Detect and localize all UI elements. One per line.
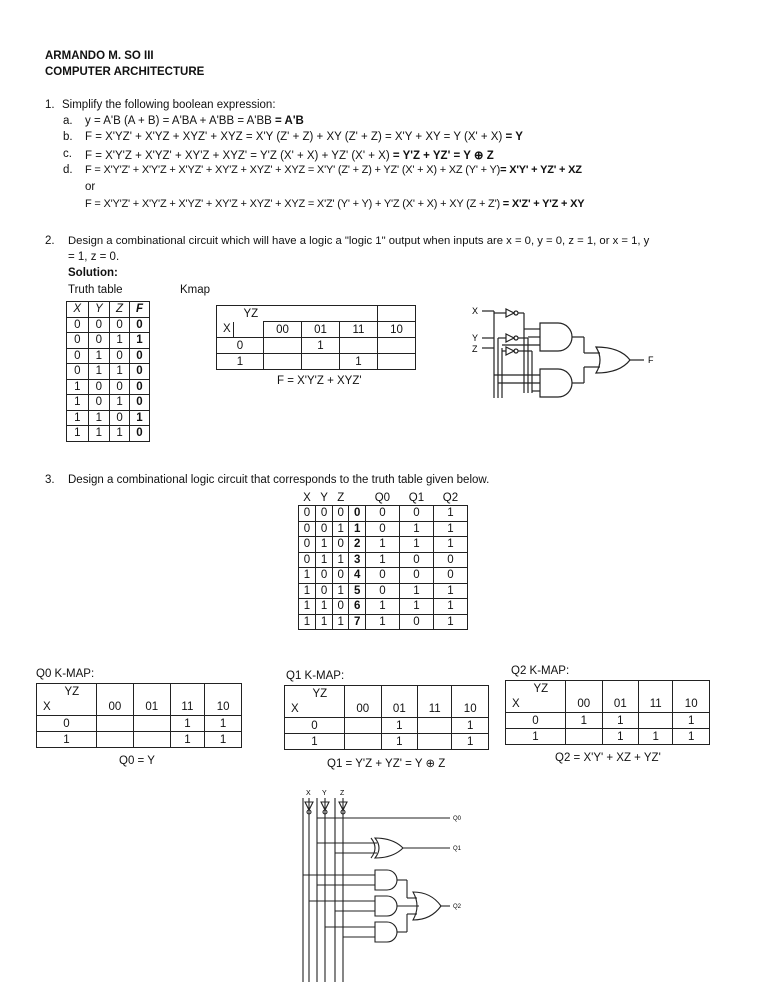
table-row: 1 0 0 0 (67, 379, 150, 395)
table-row: 0 0 0 0 (67, 317, 150, 333)
q2-kmap-title: Q2 K-MAP: (511, 665, 570, 677)
q0-kmap-title: Q0 K-MAP: (36, 668, 95, 680)
q1-item-c: F = X'Y'Z + X'YZ' + XY'Z + XYZ' = Y'Z (X' + X) + YZ' (X' + X) = Y'Z + YZ' = Y ⊕ Z (85, 150, 494, 162)
q0-result: Q0 = Y (119, 755, 155, 767)
q0-kmap: YZ X 00 01 11 10 0 1 1 1 1 1 (36, 683, 242, 748)
q1-kmap-title: Q1 K-MAP: (286, 670, 345, 682)
table-row: 1 1 0 6 1 1 1 (299, 599, 468, 615)
q1-item-label: b. (63, 131, 73, 143)
q1-number: 1. (45, 99, 55, 111)
truth-table-label: Truth table (68, 284, 123, 296)
col-header: Y (88, 302, 110, 318)
q1-kmap: YZ X 00 01 11 10 0 1 1 1 1 1 (284, 685, 489, 750)
q2-result: Q2 = X'Y' + XZ + YZ' (555, 752, 661, 764)
table-row: 1 0 1 0 (67, 395, 150, 411)
q1-item-b: F = X'YZ' + X'YZ + XYZ' + XYZ = X'Y (Z' + Z) + XY (Z' + Z) = X'Y + XY = Y (X' + X) = Y (85, 131, 523, 143)
q1-prompt: Simplify the following boolean expression: (62, 99, 276, 111)
input-y-label: Y (322, 790, 327, 797)
table-row: 0 1 1 3 1 0 0 (299, 552, 468, 568)
q3-logic-circuit (295, 786, 475, 986)
solution-label: Solution: (68, 267, 118, 279)
q1-item-a: y = A'B (A + B) = A'BA + A'BB = A'BB = A'B (85, 115, 304, 127)
output-q2-label: Q2 (453, 904, 462, 910)
col-header: F (130, 302, 150, 318)
q2-prompt: Design a combinational circuit which will have a logic a "logic 1" output when inputs are x = 0, y = 0, z = 1, or x = 1, y (68, 235, 650, 247)
q1-item-label: a. (63, 115, 73, 127)
q1-item-d-alt: F = X'Y'Z' + X'Y'Z + X'YZ' + XY'Z + XYZ' + XYZ = X'Z' (Y' + Y) + Y'Z (X' + X) + XY (Z + Z') = X'Z' + Y'Z + XY (85, 198, 585, 210)
table-row: 1 0 0 4 0 0 0 (299, 568, 468, 584)
q3-number: 3. (45, 474, 55, 486)
q1-item-label: d. (63, 164, 73, 176)
q1-item-d: F = X'Y'Z' + X'Y'Z + X'YZ' + XY'Z + XYZ' + XYZ = X'Y' (Z' + Z) + YZ' (X' + X) + XZ (Y' + Y)= X'Y' + YZ' + XZ (85, 164, 582, 176)
kmap-label: Kmap (180, 284, 211, 296)
input-y-label: Y (472, 333, 479, 343)
input-x-label: X (472, 306, 479, 316)
table-row: 0 1 1 0 (67, 364, 150, 380)
table-row: 1 1 0 1 (67, 410, 150, 426)
table-row: 1 1 1 7 1 0 1 (299, 614, 468, 630)
author-name: ARMANDO M. SO III (45, 50, 154, 62)
q3-prompt: Design a combinational logic circuit that corresponds to the truth table given below. (68, 474, 490, 486)
table-row: 0 0 0 0 0 0 1 (299, 506, 468, 522)
table-row: 1 0 1 5 0 1 1 (299, 583, 468, 599)
q1-item-label: c. (63, 148, 72, 160)
table-row: 0 0 1 1 (67, 333, 150, 349)
output-f-label: F (648, 355, 654, 365)
table-row: 0 1 0 2 1 1 1 (299, 537, 468, 553)
q2-output-kmap: YZ X 00 01 11 10 0 1 1 1 1 1 1 1 (505, 680, 710, 745)
table-row: 0 1 0 0 (67, 348, 150, 364)
q2-truth-table (66, 301, 150, 442)
output-q1-label: Q1 (453, 846, 462, 852)
table-row: 0 0 1 1 0 1 1 (299, 521, 468, 537)
q2-kmap-result: F = X'Y'Z + XYZ' (277, 375, 362, 387)
q2-logic-circuit (470, 303, 660, 403)
input-z-label: Z (472, 344, 478, 354)
col-header: X (67, 302, 89, 318)
input-x-label: X (306, 790, 311, 797)
q3-truth-table: X Y Z Q0 Q1 Q2 0 0 0 0 0 0 1 0 0 1 1 0 1 1 0 1 0 2 1 1 1 0 1 1 3 1 0 0 1 0 0 4 0 0 0 1 0 1 5 0 1 1 1 1 0 6 1 1 1 1 1 1 7 1 0 1 (298, 490, 468, 630)
q2-prompt-cont: = 1, z = 0. (68, 251, 120, 263)
output-q0-label: Q0 (453, 816, 462, 822)
q1-or-label: or (85, 181, 96, 193)
q1-result: Q1 = Y'Z + YZ' = Y ⊕ Z (327, 758, 446, 770)
q2-kmap: YZ X 00 01 11 10 0 1 1 1 (216, 305, 416, 370)
course-title: COMPUTER ARCHITECTURE (45, 66, 205, 78)
q2-number: 2. (45, 235, 55, 247)
col-header: Z (110, 302, 130, 318)
input-z-label: Z (340, 790, 345, 797)
table-row: 1 1 1 0 (67, 426, 150, 442)
